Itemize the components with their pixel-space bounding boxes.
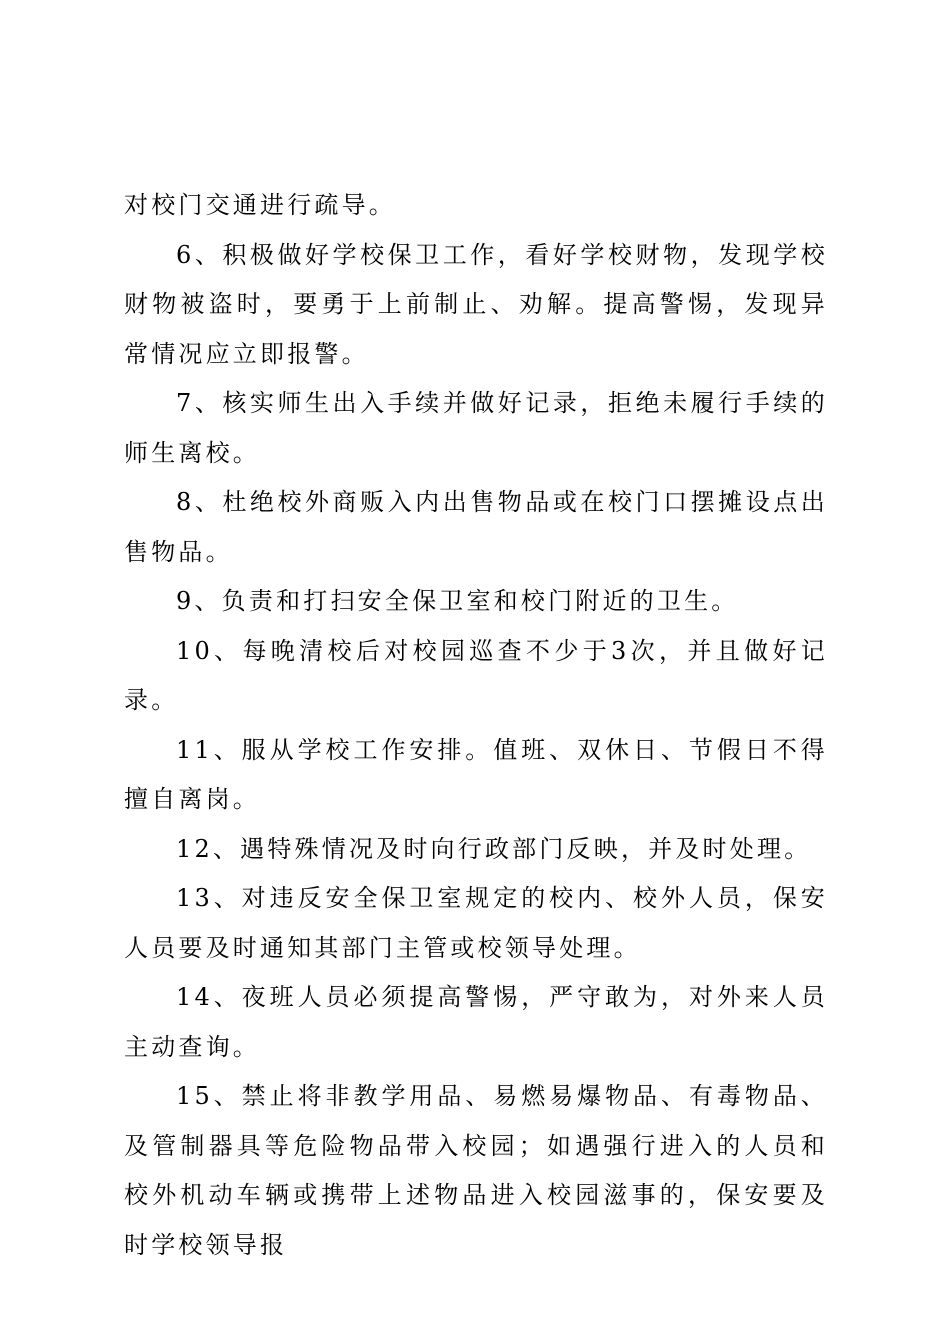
paragraph-item-10: 10、每晚清校后对校园巡查不少于3次，并且做好记录。 xyxy=(124,636,828,714)
paragraph-item-13: 13、对违反安全保卫室规定的校内、校外人员，保安人员要及时通知其部门主管或校领导处理。 xyxy=(124,884,828,962)
paragraph-item-11: 11、服从学校工作安排。值班、双休日、节假日不得擅自离岗。 xyxy=(124,735,828,813)
paragraph-item-6: 6、积极做好学校保卫工作，看好学校财物，发现学校财物被盗时，要勇于上前制止、劝解。提高警惕，发现异常情况应立即报警。 xyxy=(124,240,828,368)
paragraph-item-7: 7、核实师生出入手续并做好记录，拒绝未履行手续的师生离校。 xyxy=(124,389,828,467)
paragraph-continuation: 对校门交通进行疏导。 xyxy=(124,191,396,219)
paragraph-item-14: 14、夜班人员必须提高警惕，严守敢为，对外来人员主动查询。 xyxy=(124,983,828,1061)
paragraph-item-8: 8、杜绝校外商贩入内出售物品或在校门口摆摊设点出售物品。 xyxy=(124,488,828,566)
paragraph-item-15: 15、禁止将非教学用品、易燃易爆物品、有毒物品、及管制器具等危险物品带入校园；如遇强行进入的人员和校外机动车辆或携带上述物品进入校园滋事的，保安要及时学校领导报 xyxy=(124,1082,828,1259)
paragraph-item-12: 12、遇特殊情况及时向行政部门反映，并及时处理。 xyxy=(176,834,812,863)
paragraph-item-9: 9、负责和打扫安全保卫室和校门附近的卫生。 xyxy=(176,587,739,615)
document-body xyxy=(124,181,828,1270)
